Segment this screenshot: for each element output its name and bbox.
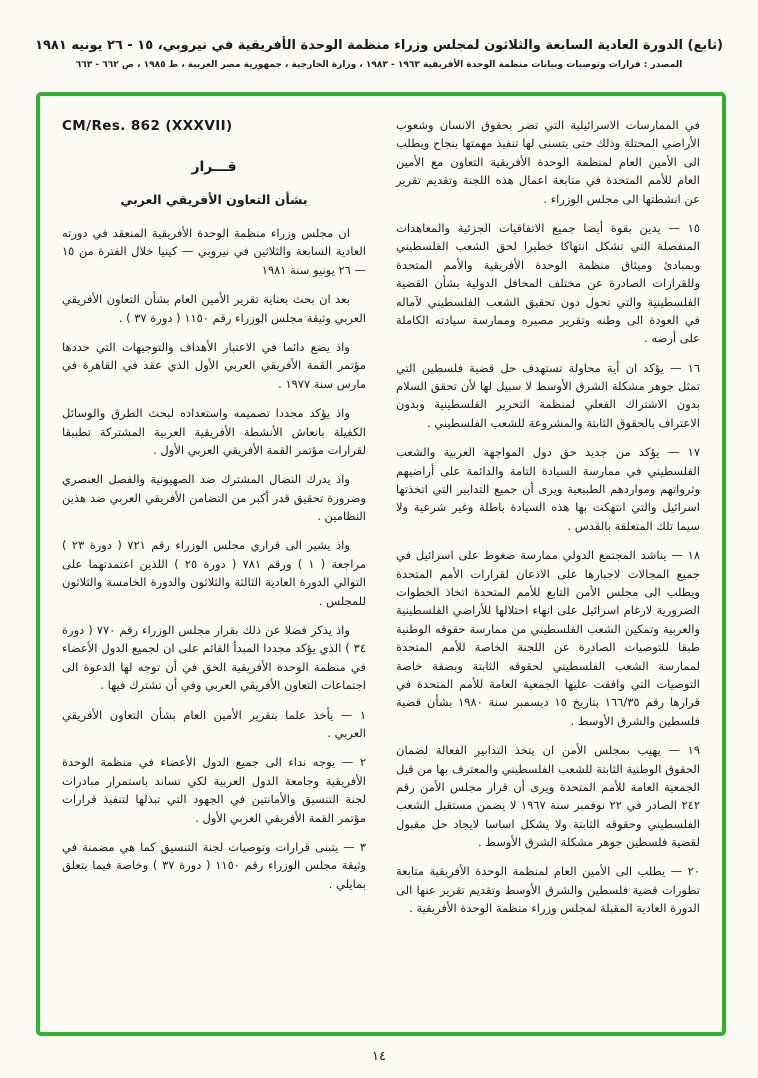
paragraph-item-17: ١٧ — يؤكد من جديد حق دول المواجهة العربية والشعب الفلسطيني في ممارسة السيادة التامة والدائمة على أراضيهم وثرواتهم ومواردهم الطبيعية ويرى أن جميع التدابير التي اتخذتها اسرائيل والتي انتهكت بها هذه السيادة باطلة وغير شرعية ولا سيما تلك المتعلقة بالقدس . bbox=[396, 445, 700, 533]
paragraph-item-20: ٢٠ — يطلب الى الأمين العام لمنظمة الوحدة الأفريقية متابعة تطورات قضية فلسطين والشرق الأوسط وتقديم تقرير عنها الى الدورة العادية المقبلة لمجلس وزراء منظمة الوحدة الأفريقية . bbox=[396, 864, 700, 916]
green-content-frame bbox=[36, 92, 726, 1036]
paragraph-continuation: في الممارسات الاسرائيلية التي تضر بحقوق الانسان وشعوب الأراضي المحتلة وذلك حتى يتسنى لها تنفيذ مهمتها بنجاح ويطلب الى الأمين العام لمنظمة الوحدة الأفريقية التعاون مع الأمين العام للأمم المتحدة في متابعة اعمال هذه اللجنة وتقديم تقرير عن انشطتها الى مجلس الوزراء . bbox=[396, 118, 700, 206]
header-session-title: (تابع) الدورة العادية السابعة والثلاثون لمجلس وزراء منظمة الوحدة الأفريقية في نيروبي، ١٥ - ٢٦ يونيه ١٩٨١ bbox=[35, 38, 723, 53]
paragraph-preamble-7: واذ يذكر فضلا عن ذلك بقرار مجلس الوزراء رقم ٧٧٠ ( دورة ٣٤ ) الذي يؤكد مجددا المبدأ القائم على ان لجميع الدول الأعضاء في منظمة الوحدة الأفريقية الحق في أن توجه لها الدعوة الى اجتماعات التعاون الأفريقي العربي وفي أن تشترك فيها . bbox=[62, 623, 366, 693]
page-header bbox=[0, 38, 758, 70]
paragraph-preamble-5: واذ يدرك النضال المشترك ضد الصهيونية والفصل العنصري وضرورة تحقيق قدر أكبر من التضامن الأفريقي العربي ضد هذين النظامين . bbox=[62, 472, 366, 524]
resolution-reference: CM/Res. 862 (XXXVII) bbox=[62, 118, 233, 134]
two-column-layout bbox=[62, 116, 700, 1018]
page-number: ١٤ bbox=[372, 1049, 386, 1064]
resolution-title: قـــرار bbox=[191, 158, 237, 175]
paragraph-preamble-4: واذ يؤكد مجددا تصميمه واستعداده لبحث الطرق والوسائل الكفيلة بانعاش الأنشطة الأفريقية العربية المشتركة تطبيقا لقرارات مؤتمر القمة الأفريقي العربي الأول . bbox=[62, 406, 366, 457]
paragraph-item-2: ٢ — يوجه نداء الى جميع الدول الأعضاء في منظمة الوحدة الأفريقية وجامعة الدول العربية لكي تساند باستمرار مبادرات لجنة التنسيق والأمانتين في الجهود التي تبذلها لتنفيذ قرارات مؤتمر القمة الأفريقي العربي الأول . bbox=[62, 755, 366, 825]
paragraph-item-18: ١٨ — يناشد المجتمع الدولي ممارسة ضغوط على اسرائيل في جميع المجالات لاجبارها على الاذعان لقرارات الأمم المتحدة ويطلب الى مجلس الأمن التابع للأمم المتحدة اتخاذ الخطوات الضرورية لارغام اسرائيل على انهاء احتلالها للأراضي الفلسطينية والعربية وتمكين الشعب الفلسطيني من ممارسة حقوقه الوطنية طبقا للتوصيات الصادرة عن اللجنة الخاصة للأمم المتحدة لممارسة الشعب الفلسطيني لحقوقه الثابتة وبصفة خاصة التوصيات التي وافقت عليها الجمعية العامة للأمم المتحدة في قرارها رقم ١٦٦/٣٥ بتاريخ ١٥ ديسمبر سنة ١٩٨٠ بشأن قضية فلسطين والشرق الأوسط . bbox=[396, 548, 700, 728]
paragraph-preamble-3: واذ يضع دائما في الاعتبار الأهداف والتوجيهات التي حددها مؤتمر القمة الأفريقي العربي الأول الذي عقد في القاهرة في مارس سنة ١٩٧٧ . bbox=[62, 339, 366, 391]
resolution-subtitle: بشأن التعاون الأفريقي العربي bbox=[120, 191, 308, 207]
paragraph-preamble-1: ان مجلس وزراء منظمة الوحدة الأفريقية المنعقد في دورته العادية السابعة والثلاثين في نيروبي — كينيا خلال الفترة من ١٥ — ٢٦ يونيو سنة ١٩٨١ bbox=[62, 225, 366, 277]
paragraph-item-1: ١ — يأخذ علما بتقرير الأمين العام بشأن التعاون الأفريقي العربي . bbox=[62, 707, 366, 740]
paragraph-item-15: ١٥ — يدين بقوة أيضا جميع الاتفاقيات الجزئية والمعاهدات المنفصلة التي تشكل انتهاكا خطيرا لحق الشعب الفلسطيني وبمبادئ وميثاق منظمة الوحدة الأفريقية والأمم المتحدة وللقرارات الصادرة عن مختلف المحافل الدولية بشأن القضية الفلسطينية والتي تحول دون تحقيق الشعب الفلسطيني لآماله في العودة الى وطنه وتقرير مصيره وممارسة سيادته الكاملة على أرضه . bbox=[396, 220, 700, 346]
paragraph-item-16: ١٦ — يؤكد ان أية محاولة تستهدف حل قضية فلسطين التي تمثل جوهر مشكلة الشرق الأوسط لا سبيل لها لأن تحقق السلام بدون الاشتراك الفعلي لمنظمة التحرير الفلسطينية وبدون الاعتراف بالحقوق الثابتة والمشروعة للشعب الفلسطيني . bbox=[396, 360, 700, 430]
left-column bbox=[62, 116, 366, 1018]
paragraph-item-3: ٣ — يتبنى قرارات وتوصيات لجنة التنسيق كما هي مضمنة في وثيقة مجلس الوزراء رقم ١١٥٠ ( دورة ٣٧ ) وخاصة فيما يتعلق بمايلي . bbox=[62, 839, 366, 891]
paragraph-preamble-2: بعد ان بحث بعناية تقرير الأمين العام بشأن التعاون الأفريقي العربي وثيقة مجلس الوزراء رقم ١١٥٠ ( دورة ٣٧ ) . bbox=[62, 292, 366, 325]
paragraph-preamble-6: واذ يشير الى قراري مجلس الوزراء رقم ٧٢١ ( دورة ٢٣ ) مراجعة ( ١ ) ورقم ٧٨١ ( دورة ٢٥ ) اللذين اعتمدتهما على التوالي الدورة العادية الثالثة والثلاثون والدورة الخامسة والثلاثون للمجلس . bbox=[62, 538, 366, 608]
paragraph-item-19: ١٩ — يهيب بمجلس الأمن ان يتخذ التدابير الفعالة لضمان الحقوق الوطنية الثابتة للشعب الفلسطيني والمعترف بها من قبل الجمعية العامة للأمم المتحدة ويرى أن قرار مجلس الأمن رقم ٢٤٢ الصادر في ٢٢ نوفمبر سنة ١٩٦٧ لا يضمن مستقبل الشعب الفلسطيني وحقوقه الثابتة ولا يشكل اساسا لايجاد حل مقبول لقضية فلسطين جوهر مشكلة الشرق الأوسط . bbox=[396, 743, 700, 850]
header-source-line: المصدر : قرارات وتوصيات وبيانات منظمة الوحدة الأفريقية ١٩٦٣ - ١٩٨٣ ، وزارة الخارجية ، جمهورية مصر العربية ، ط ١٩٨٥ ، ص ٦٦٢ - ٦٦٣ bbox=[75, 60, 683, 70]
right-column bbox=[396, 116, 700, 1018]
